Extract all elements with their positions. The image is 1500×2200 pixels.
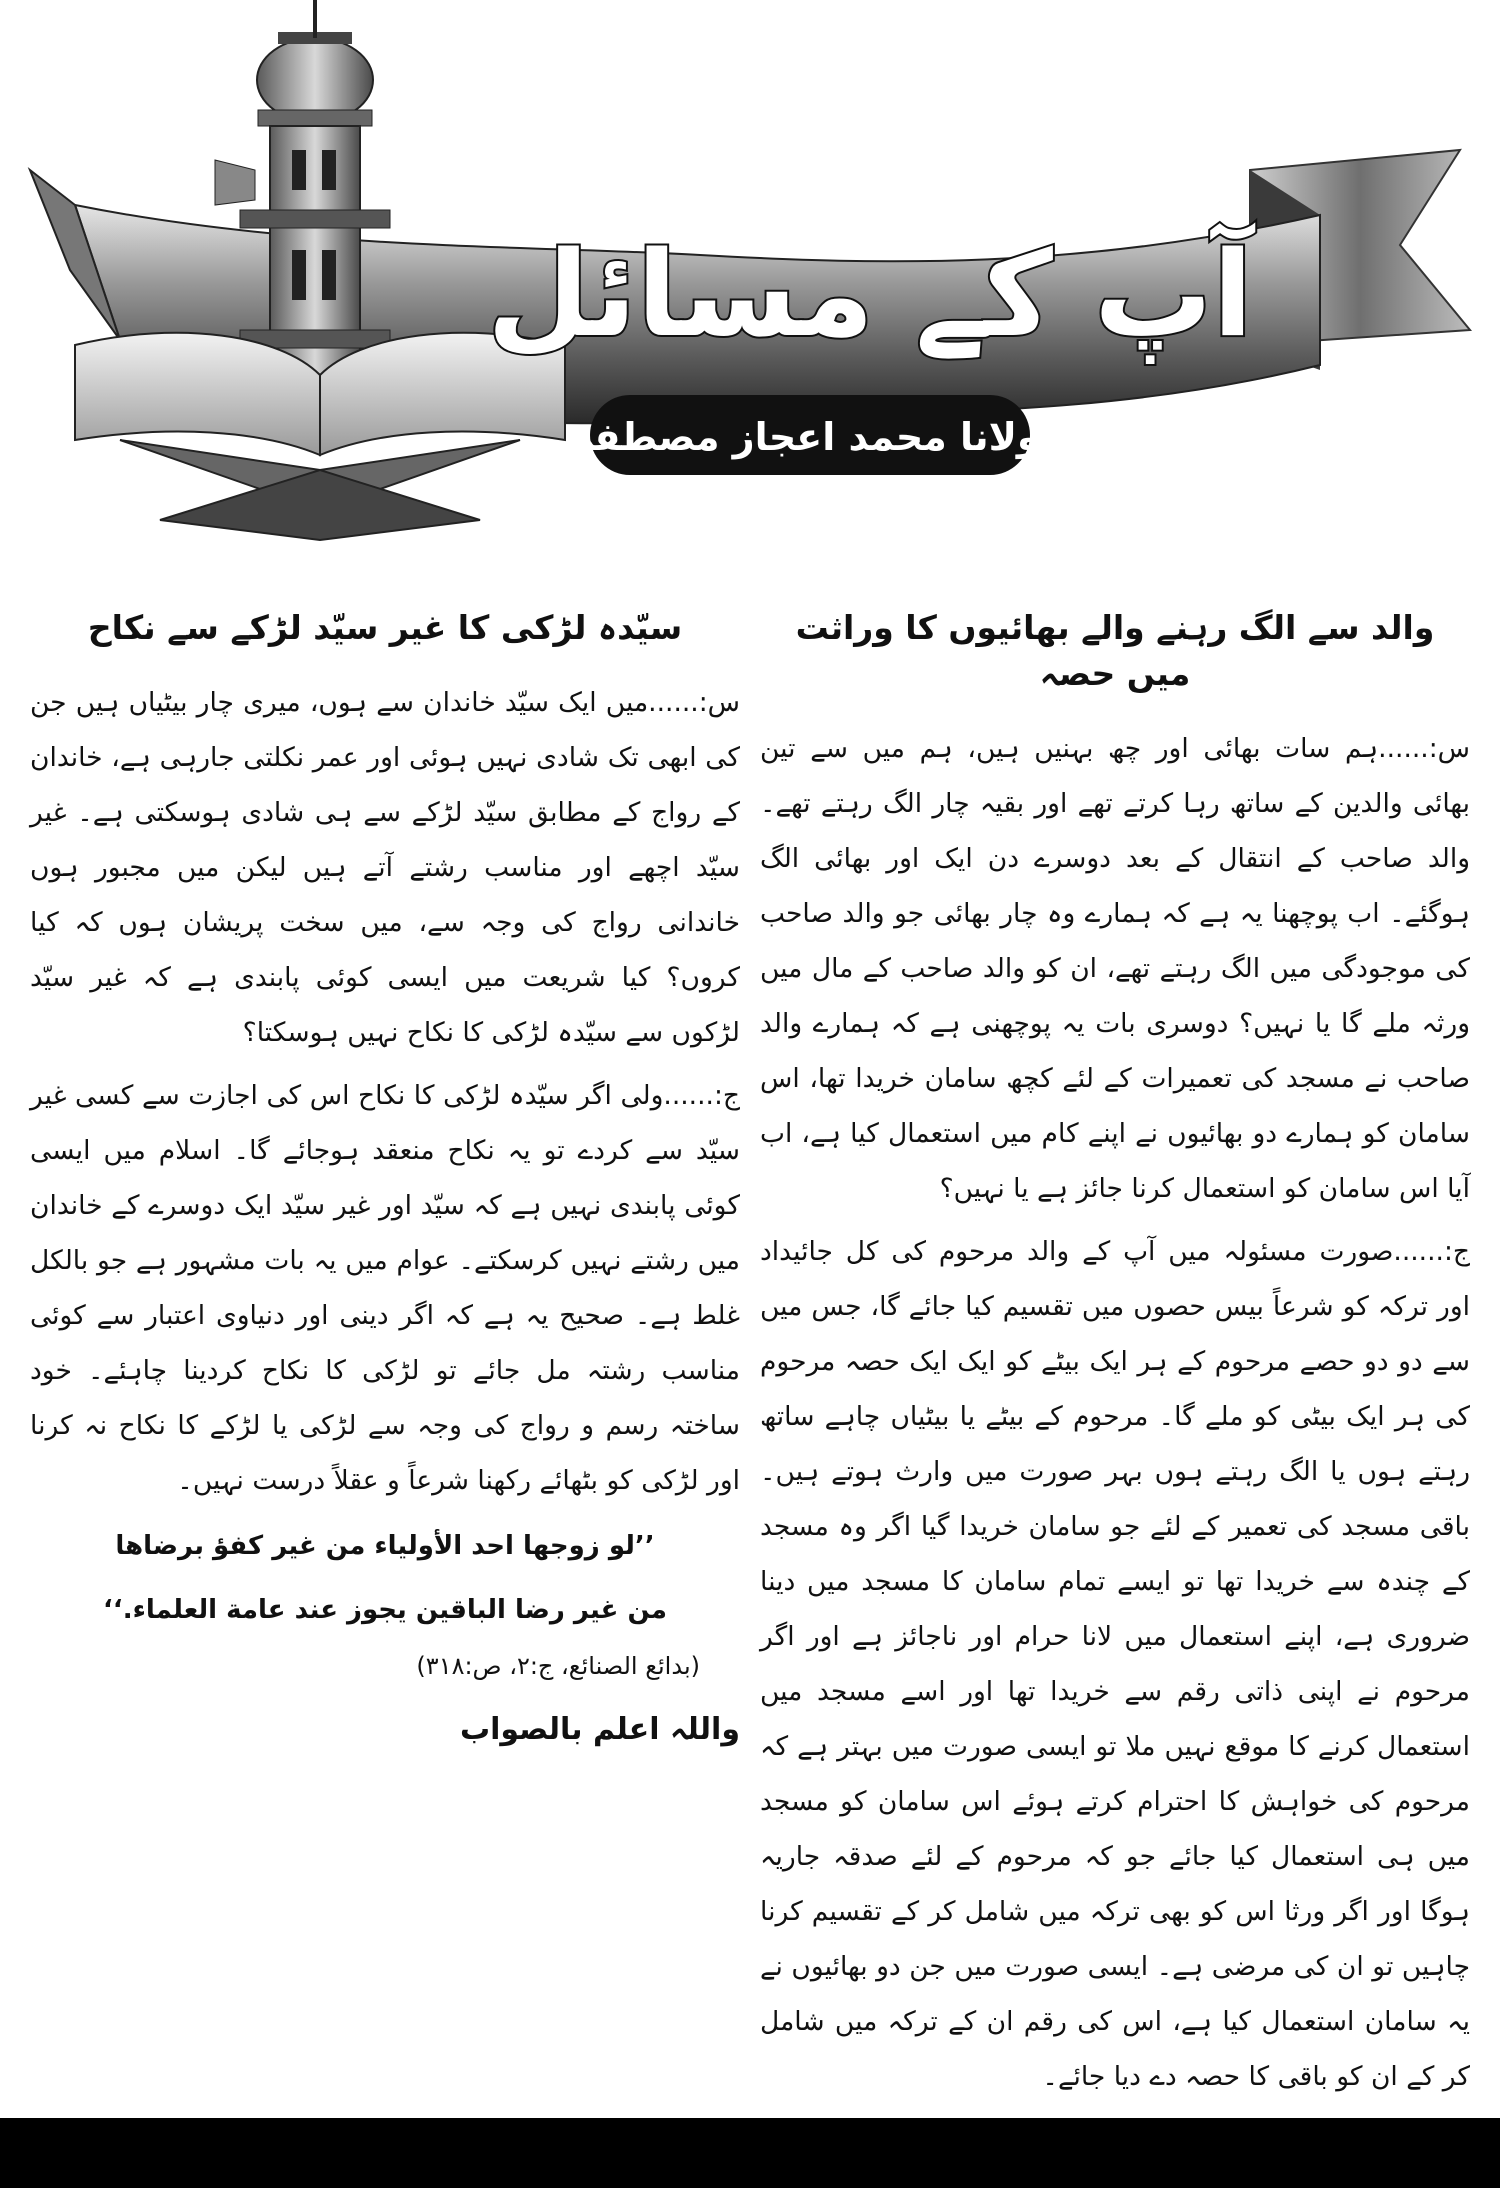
article-title: سیّدہ لڑکی کا غیر سیّد لڑکے سے نکاح bbox=[87, 608, 683, 647]
arabic-quote-line: من غير رضا الباقين يجوز عند عامة العلماء.‘‘ bbox=[103, 1595, 667, 1625]
question-paragraph: س:......ہم سات بھائی اور چھ بہنیں ہیں، ہم میں سے تین بھائی والدین کے ساتھ رہا کرتے تھے اور بقیہ چار الگ رہتے تھے۔ والد صاحب کے انتقال کے بعد دوسرے دن ایک اور بھائی الگ ہوگئے۔ اب پوچھنا یہ ہے کہ ہمارے وہ چار بھائی جو والد صاحب کی موجودگی میں الگ رہتے تھے، ان کو والد صاحب کے مال میں ورثہ ملے گا یا نہیں؟ دوسری بات یہ پوچھنی ہے کہ ہمارے والد صاحب نے مسجد کی تعمیرات کے لئے کچھ سامان خریدا تھا، اس سامان کو ہمارے دو بھائیوں نے اپنے کام میں استعمال کیا ہے، اب آیا اس سامان کو استعمال کرنا جائز ہے یا نہیں؟ bbox=[760, 733, 1470, 1204]
article-marriage bbox=[30, 605, 740, 1747]
article-title: والد سے الگ رہنے والے بھائیوں کا وراثت میں حصہ bbox=[795, 608, 1435, 693]
arabic-quote-line: ’’لو زوجها احد الأولياء من غير كفؤ برضاها bbox=[115, 1531, 655, 1561]
answer-paragraph: ج:......ولی اگر سیّدہ لڑکی کا نکاح اس کی اجازت سے کسی غیر سیّد سے کردے تو یہ نکاح منعقد ہوجائے گا۔ اسلام میں ایسی کوئی پابندی نہیں ہے کہ سیّد اور غیر سیّد ایک دوسرے کے خاندان میں رشتے نہیں کرسکتے۔ عوام میں یہ بات مشہور ہے جو بالکل غلط ہے۔ صحیح یہ ہے کہ اگر دینی اور دنیاوی اعتبار سے کوئی مناسب رشتہ مل جائے تو لڑکی کا نکاح کردینا چاہئے۔ خود ساختہ رسم و رواج کی وجہ سے لڑکی یا لڑکے کا نکاح نہ کرنا اور لڑکی کو بٹھائے رکھنا شرعاً و عقلاً درست نہیں۔ bbox=[30, 1080, 740, 1496]
author-name: مولانا محمد اعجاز مصطفیٰ bbox=[555, 415, 1065, 459]
footer-bar bbox=[0, 2118, 1500, 2188]
question-paragraph: س:......میں ایک سیّد خاندان سے ہوں، میری چار بیٹیاں ہیں جن کی ابھی تک شادی نہیں ہوئی اور عمر نکلتی جارہی ہے، خاندان کے رواج کے مطابق سیّد لڑکے سے ہی شادی ہوسکتی ہے۔ غیر سیّد اچھے اور مناسب رشتے آتے ہیں لیکن میں مجبور ہوں خاندانی رواج کی وجہ سے، میں سخت پریشان ہوں کہ کیا کروں؟ کیا شریعت میں ایسی کوئی پابندی ہے کہ غیر سیّد لڑکوں سے سیّدہ لڑکی کا نکاح نہیں ہوسکتا؟ bbox=[30, 687, 740, 1048]
article-inheritance bbox=[760, 605, 1470, 2112]
header-banner bbox=[0, 0, 1500, 560]
author-badge bbox=[556, 395, 1065, 475]
answer-paragraph: ج:......صورت مسئولہ میں آپ کے والد مرحوم کی کل جائیداد اور ترکہ کو شرعاً بیس حصوں میں تقسیم کیا جائے گا، جس میں سے دو دو حصے مرحوم کے ہر ایک بیٹے کو ایک ایک حصہ مرحوم کی ہر ایک بیٹی کو ملے گا۔ مرحوم کے بیٹے یا بیٹیاں چاہے ساتھ رہتے ہوں یا الگ رہتے ہوں بہر صورت میں وارث ہوتے ہیں۔ باقی مسجد کی تعمیر کے لئے جو سامان خریدا گیا اگر وہ مسجد کے چندہ سے خریدا تھا تو ایسے تمام سامان کا مسجد میں دینا ضروری ہے، اپنے استعمال میں لانا حرام اور ناجائز ہے اور اگر مرحوم نے اپنی ذاتی رقم سے خریدا تھا اور اسے مسجد میں استعمال کرنے کا موقع نہیں ملا تو ایسی صورت میں بہتر ہے کہ مرحوم کی خواہش کا احترام کرتے ہوئے اس سامان کو مسجد میں ہی استعمال کیا جائے جو کہ مرحوم کے لئے صدقہ جاریہ ہوگا اور اگر ورثا اس کو بھی ترکہ میں شامل کر کے تقسیم کرنا چاہیں تو ان کی مرضی ہے۔ ایسی صورت میں جن دو بھائیوں نے یہ سامان استعمال کیا ہے، اس کی رقم ان کے ترکہ میں شامل کر کے ان کو باقی کا حصہ دے دیا جائے۔ bbox=[760, 1236, 1470, 2092]
page-title: آپ کے مسائل bbox=[486, 225, 1254, 363]
reference: (بدائع الصنائع، ج:۲، ص:۳۱۸) bbox=[416, 1652, 700, 1680]
closing-phrase: واللہ اعلم بالصواب bbox=[459, 1712, 740, 1747]
